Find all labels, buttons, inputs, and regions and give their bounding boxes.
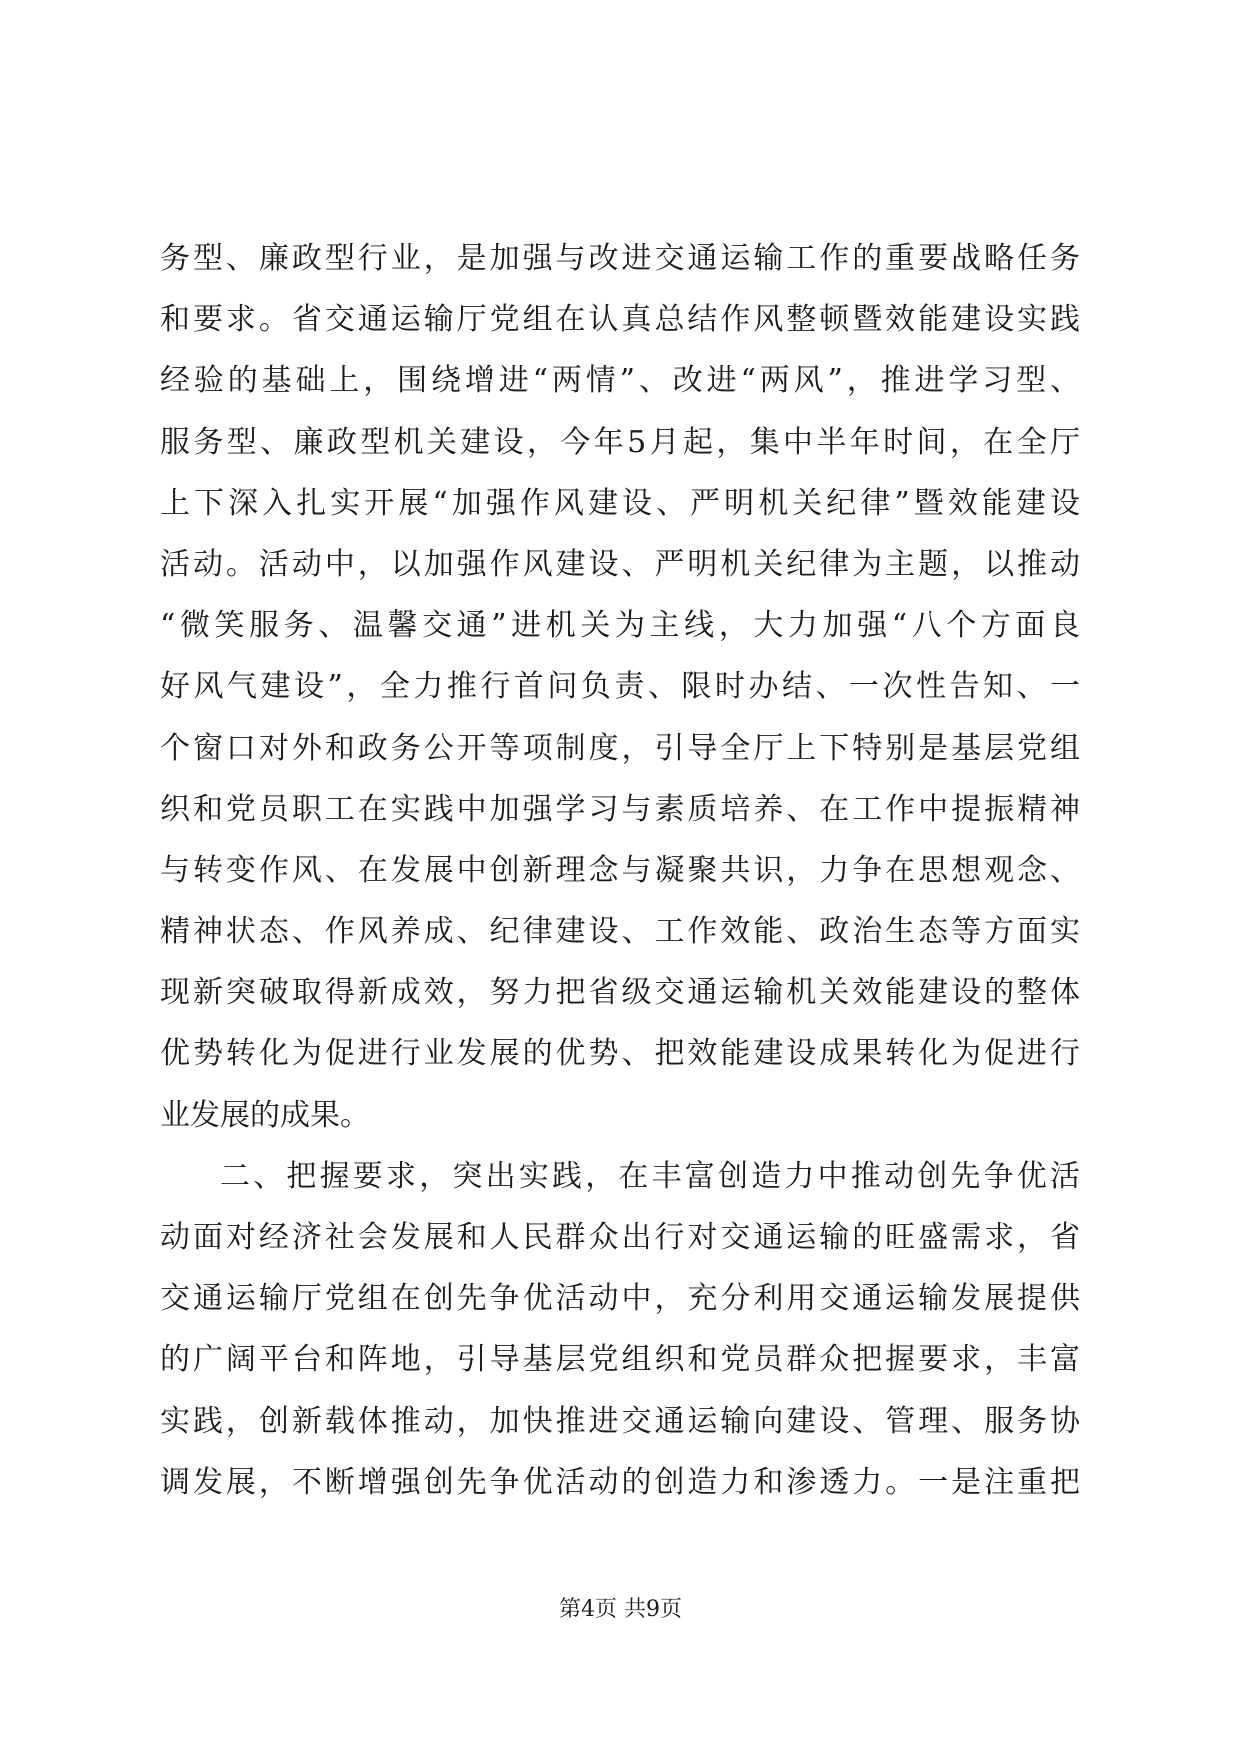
body-text (160, 228, 1080, 1513)
text-line: 业发展的成果。 (160, 1097, 370, 1133)
text-line: 现新突破取得新成效，努力把省级交通运输机关效能建设的整体 (160, 975, 1080, 1011)
text-line: 实践，创新载体推动，加快推进交通运输向建设、管理、服务协 (160, 1403, 1080, 1439)
text-line: 二、把握要求，突出实践，在丰富创造力中推动创先争优活 (220, 1158, 1080, 1194)
text-line: 活动。活动中，以加强作风建设、严明机关纪律为主题，以推动 (160, 546, 1080, 582)
text-line: 精神状态、作风养成、纪律建设、工作效能、政治生态等方面实 (160, 914, 1080, 950)
text-line: 动面对经济社会发展和人民群众出行对交通运输的旺盛需求，省 (160, 1220, 1080, 1255)
text-line: 调发展，不断增强创先争优活动的创造力和渗透力。一是注重把 (160, 1464, 1080, 1500)
text-line: 的广阔平台和阵地，引导基层党组织和党员群众把握要求，丰富 (160, 1342, 1080, 1378)
text-line: 好风气建设”，全力推行首问负责、限时办结、一次性告知、一 (160, 669, 1080, 705)
paragraph-2 (160, 1146, 1080, 1513)
text-line: 优势转化为促进行业发展的优势、把效能建设成果转化为促进行 (160, 1036, 1080, 1072)
text-line: 个窗口对外和政务公开等项制度，引导全厅上下特别是基层党组 (160, 730, 1080, 766)
text-line: 交通运输厅党组在创先争优活动中，充分利用交通运输发展提供 (160, 1281, 1080, 1317)
text-line: 服务型、廉政型机关建设，今年5月起，集中半年时间，在全厅 (160, 424, 1080, 460)
page-number-footer: 第4页 共9页 (559, 1597, 682, 1622)
text-line: “微笑服务、温馨交通”进机关为主线，大力加强“八个方面良 (160, 608, 1080, 644)
paragraph-1 (160, 228, 1080, 1146)
text-line: 与转变作风、在发展中创新理念与凝聚共识，力争在思想观念、 (160, 852, 1080, 888)
text-line: 和要求。省交通运输厅党组在认真总结作风整顿暨效能建设实践 (160, 302, 1080, 338)
text-line: 经验的基础上，围绕增进“两情”、改进“两风”，推进学习型、 (160, 363, 1080, 399)
text-line: 上下深入扎实开展“加强作风建设、严明机关纪律”暨效能建设 (160, 485, 1080, 521)
text-line: 织和党员职工在实践中加强学习与素质培养、在工作中提振精神 (160, 791, 1080, 827)
text-line: 务型、廉政型行业，是加强与改进交通运输工作的重要战略任务 (160, 241, 1080, 276)
